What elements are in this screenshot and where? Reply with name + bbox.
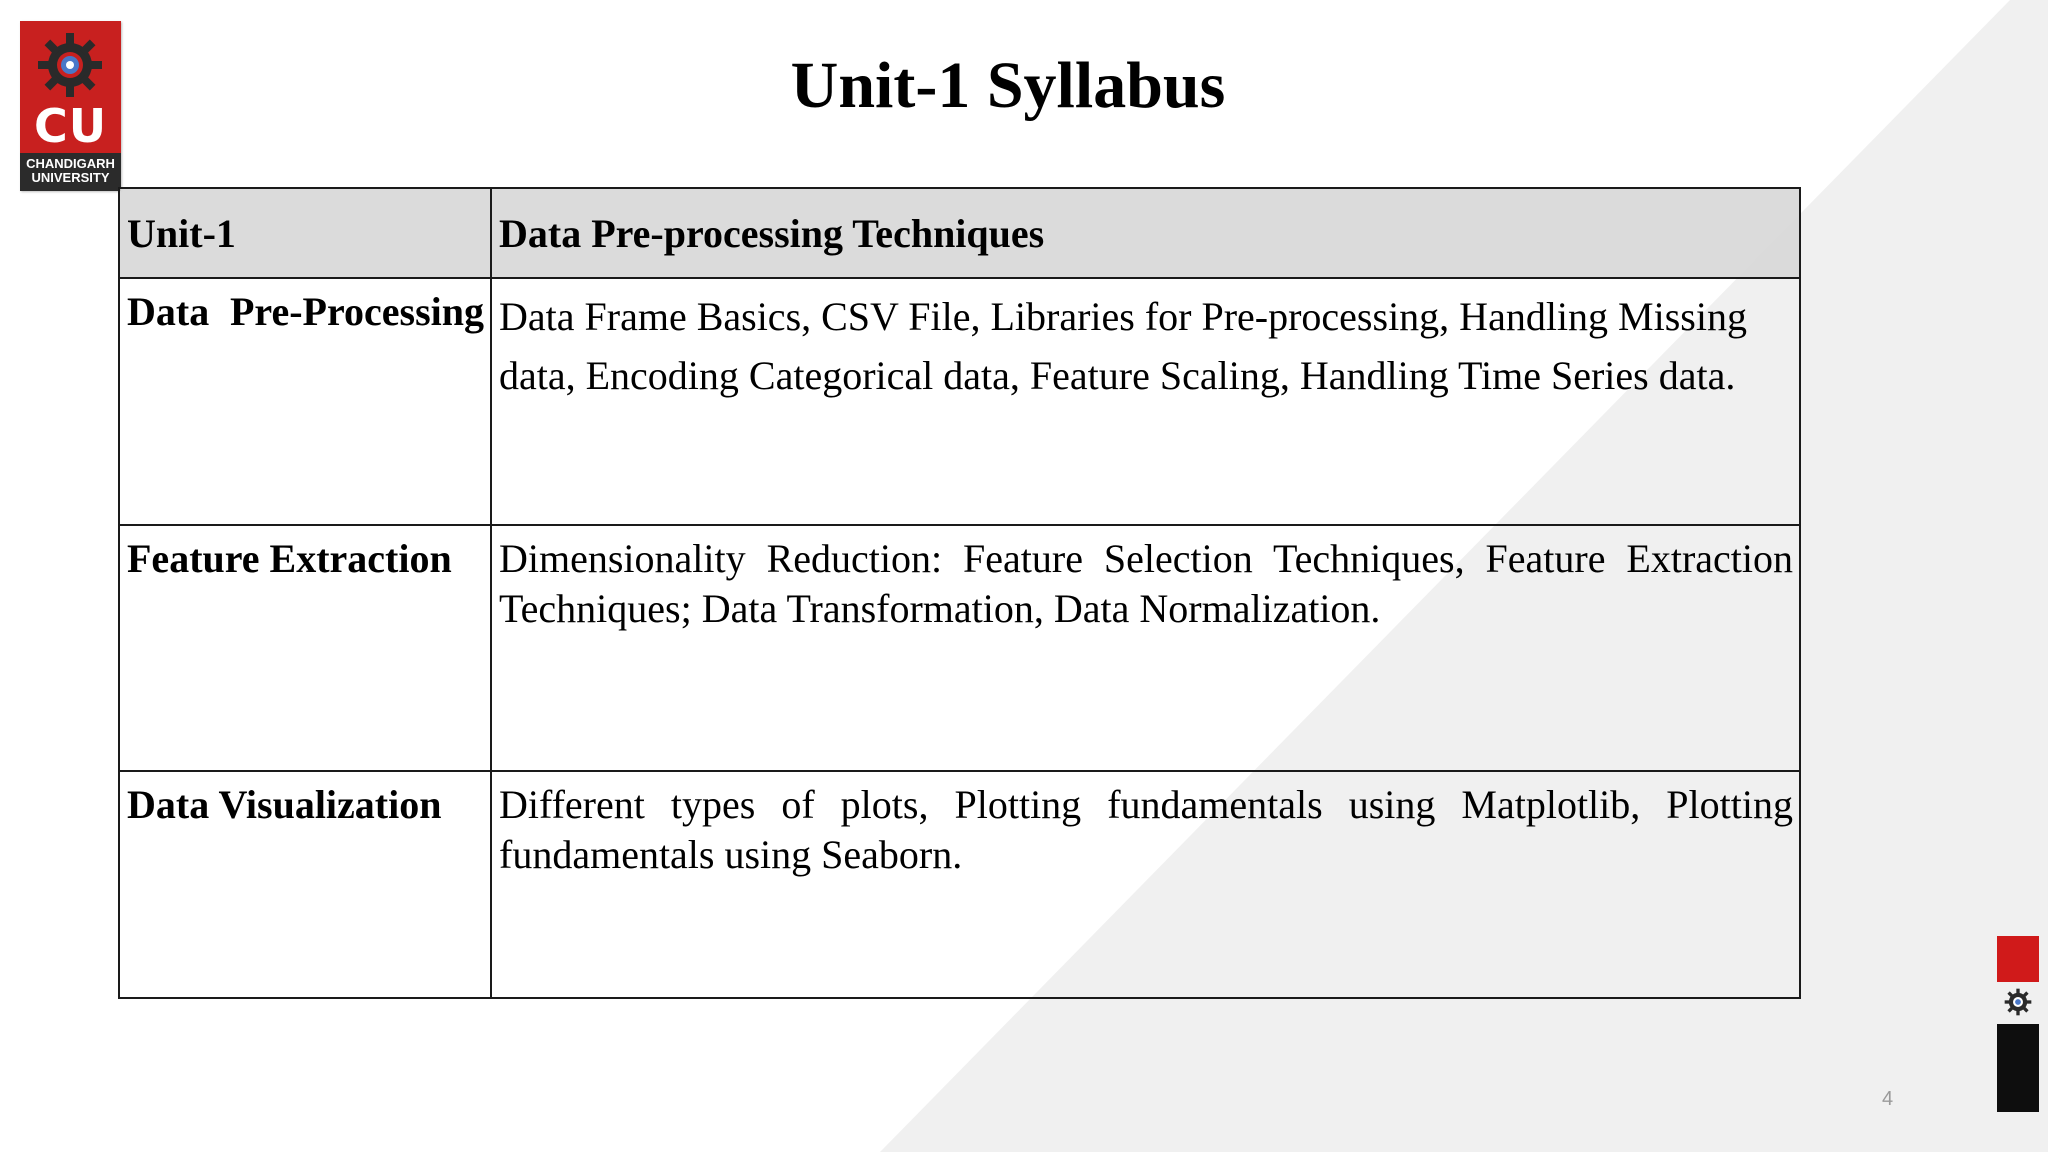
content-cell: Dimensionality Reduction: Feature Selection Techniques, Feature Extraction Techniques; Data Transformation, Data Normalization. <box>491 525 1800 771</box>
logo-letters: CU <box>33 99 108 153</box>
content-cell: Data Frame Basics, CSV File, Libraries for Pre-processing, Handling Missing data, Encoding Categorical data, Feature Scaling, Handling Time Series data. <box>491 278 1800 525</box>
topic-cell: Data Pre-Processing <box>119 278 491 525</box>
gear-emblem-icon <box>2003 987 2033 1017</box>
page-number: 4 <box>1882 1088 1894 1110</box>
table-row <box>119 278 1800 525</box>
topic-cell: Data Visualization <box>119 771 491 998</box>
logo-university-name: CHANDIGARH UNIVERSITY <box>26 156 115 185</box>
side-accent-red <box>1997 936 2039 982</box>
syllabus-table <box>118 187 1801 999</box>
logo-name-band <box>20 153 121 191</box>
table-row <box>119 771 1800 998</box>
header-title-cell: Data Pre-processing Techniques <box>491 188 1800 278</box>
content-cell: Different types of plots, Plotting fundamentals using Matplotlib, Plotting fundamentals using Seaborn. <box>491 771 1800 998</box>
table-row <box>119 525 1800 771</box>
side-accent-black <box>1997 1024 2039 1112</box>
topic-cell: Feature Extraction <box>119 525 491 771</box>
slide-title: Unit-1 Syllabus <box>790 49 1226 122</box>
table-header-row <box>119 188 1800 278</box>
header-unit-cell: Unit-1 <box>119 188 491 278</box>
